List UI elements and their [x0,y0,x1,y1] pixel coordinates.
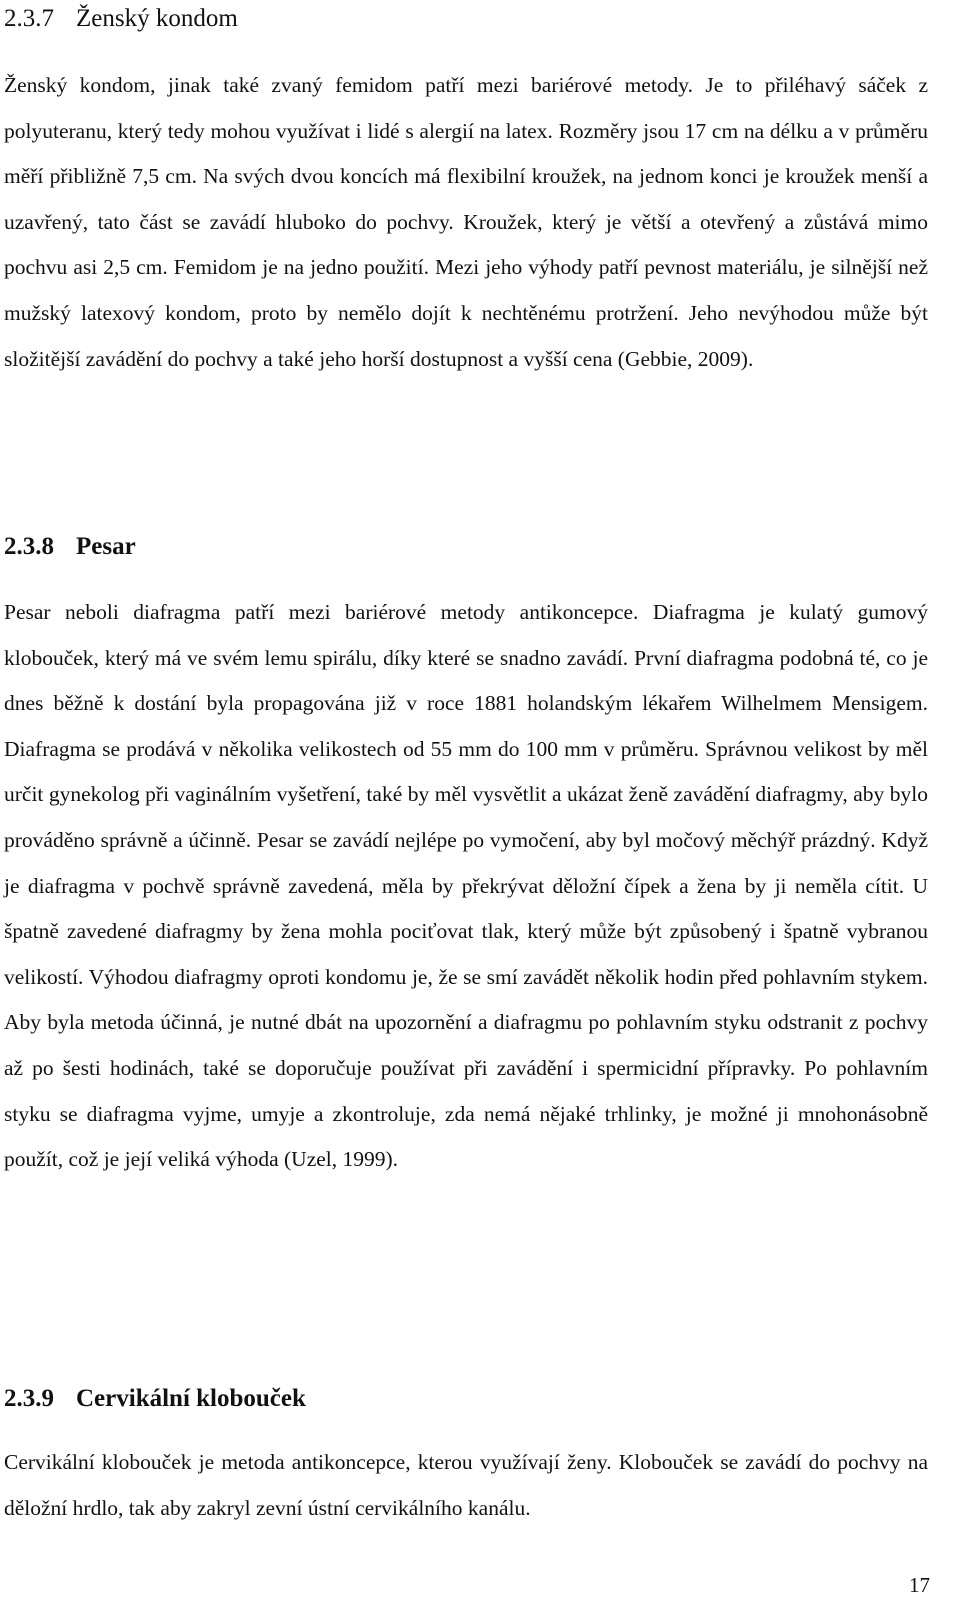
section-heading-2-3-8 [4,532,136,562]
section-heading-2-3-9 [4,1384,306,1414]
section-title: Pesar [76,533,136,560]
section-paragraph-2-3-8: Pesar neboli diafragma patří mezi bariérové metody antikoncepce. Diafragma je kulatý gumový klobouček, který má ve svém lemu spirálu, díky které se snadno zavádí. První diafragma podobná té, co je dnes běžně k dostání byla propagována již v roce 1881 holandským lékařem Wilhelmem Mensigem. Diafragma se prodává v několika velikostech od 55 mm do 100 mm v průměru. Správnou velikost by měl určit gynekolog při vaginálním vyšetření, také by měl vysvětlit a ukázat ženě zavádění diafragmy, aby bylo prováděno správně a účinně. Pesar se zavádí nejlépe po vymočení, aby byl močový měchýř prázdný. Když je diafragma v pochvě správně zavedená, měla by překrývat děložní čípek a žena by ji neměla cítit. U špatně zavedené diafragmy by žena mohla pociťovat tlak, který může být způsobený i špatně vybranou velikostí. Výhodou diafragmy oproti kondomu je, že se smí zavádět několik hodin před pohlavním stykem. Aby byla metoda účinná, je nutné dbát na upozornění a diafragmu po pohlavním styku odstranit z pochvy až po šesti hodinách, také se doporučuje používat při zavádění i spermicidní přípravky. Po pohlavním styku se diafragma vyjme, umyje a zkontroluje, zda nemá nějaké trhlinky, je možné ji mnohonásobně použít, což je její veliká výhoda (Uzel, 1999). [4,600,928,1172]
section-paragraph-2-3-9: Cervikální klobouček je metoda antikoncepce, kterou využívají ženy. Klobouček se zavádí do pochvy na děložní hrdlo, tak aby zakryl zevní ústní cervikálního kanálu. [4,1450,928,1520]
section-number: 2.3.9 [4,1385,54,1412]
section-number: 2.3.8 [4,533,54,560]
page-number: 17 [909,1573,930,1597]
section-title: Ženský kondom [76,5,238,32]
section-paragraph-2-3-7: Ženský kondom, jinak také zvaný femidom patří mezi bariérové metody. Je to přiléhavý sáček z polyuteranu, který tedy mohou využívat i lidé s alergií na latex. Rozměry jsou 17 cm na délku a v průměru měří přibližně 7,5 cm. Na svých dvou koncích má flexibilní kroužek, na jednom konci je kroužek menší a uzavřený, tato část se zavádí hluboko do pochvy. Kroužek, který je větší a otevřený a zůstává mimo pochvu asi 2,5 cm. Femidom je na jedno použití. Mezi jeho výhody patří pevnost materiálu, je silnější než mužský latexový kondom, proto by nemělo dojít k nechtěnému protržení. Jeho nevýhodou může být složitější zavádění do pochvy a také jeho horší dostupnost a vyšší cena (Gebbie, 2009). [4,73,928,371]
section-title: Cervikální klobouček [76,1385,306,1412]
section-number: 2.3.7 [4,5,54,32]
section-heading-2-3-7 [4,4,238,34]
